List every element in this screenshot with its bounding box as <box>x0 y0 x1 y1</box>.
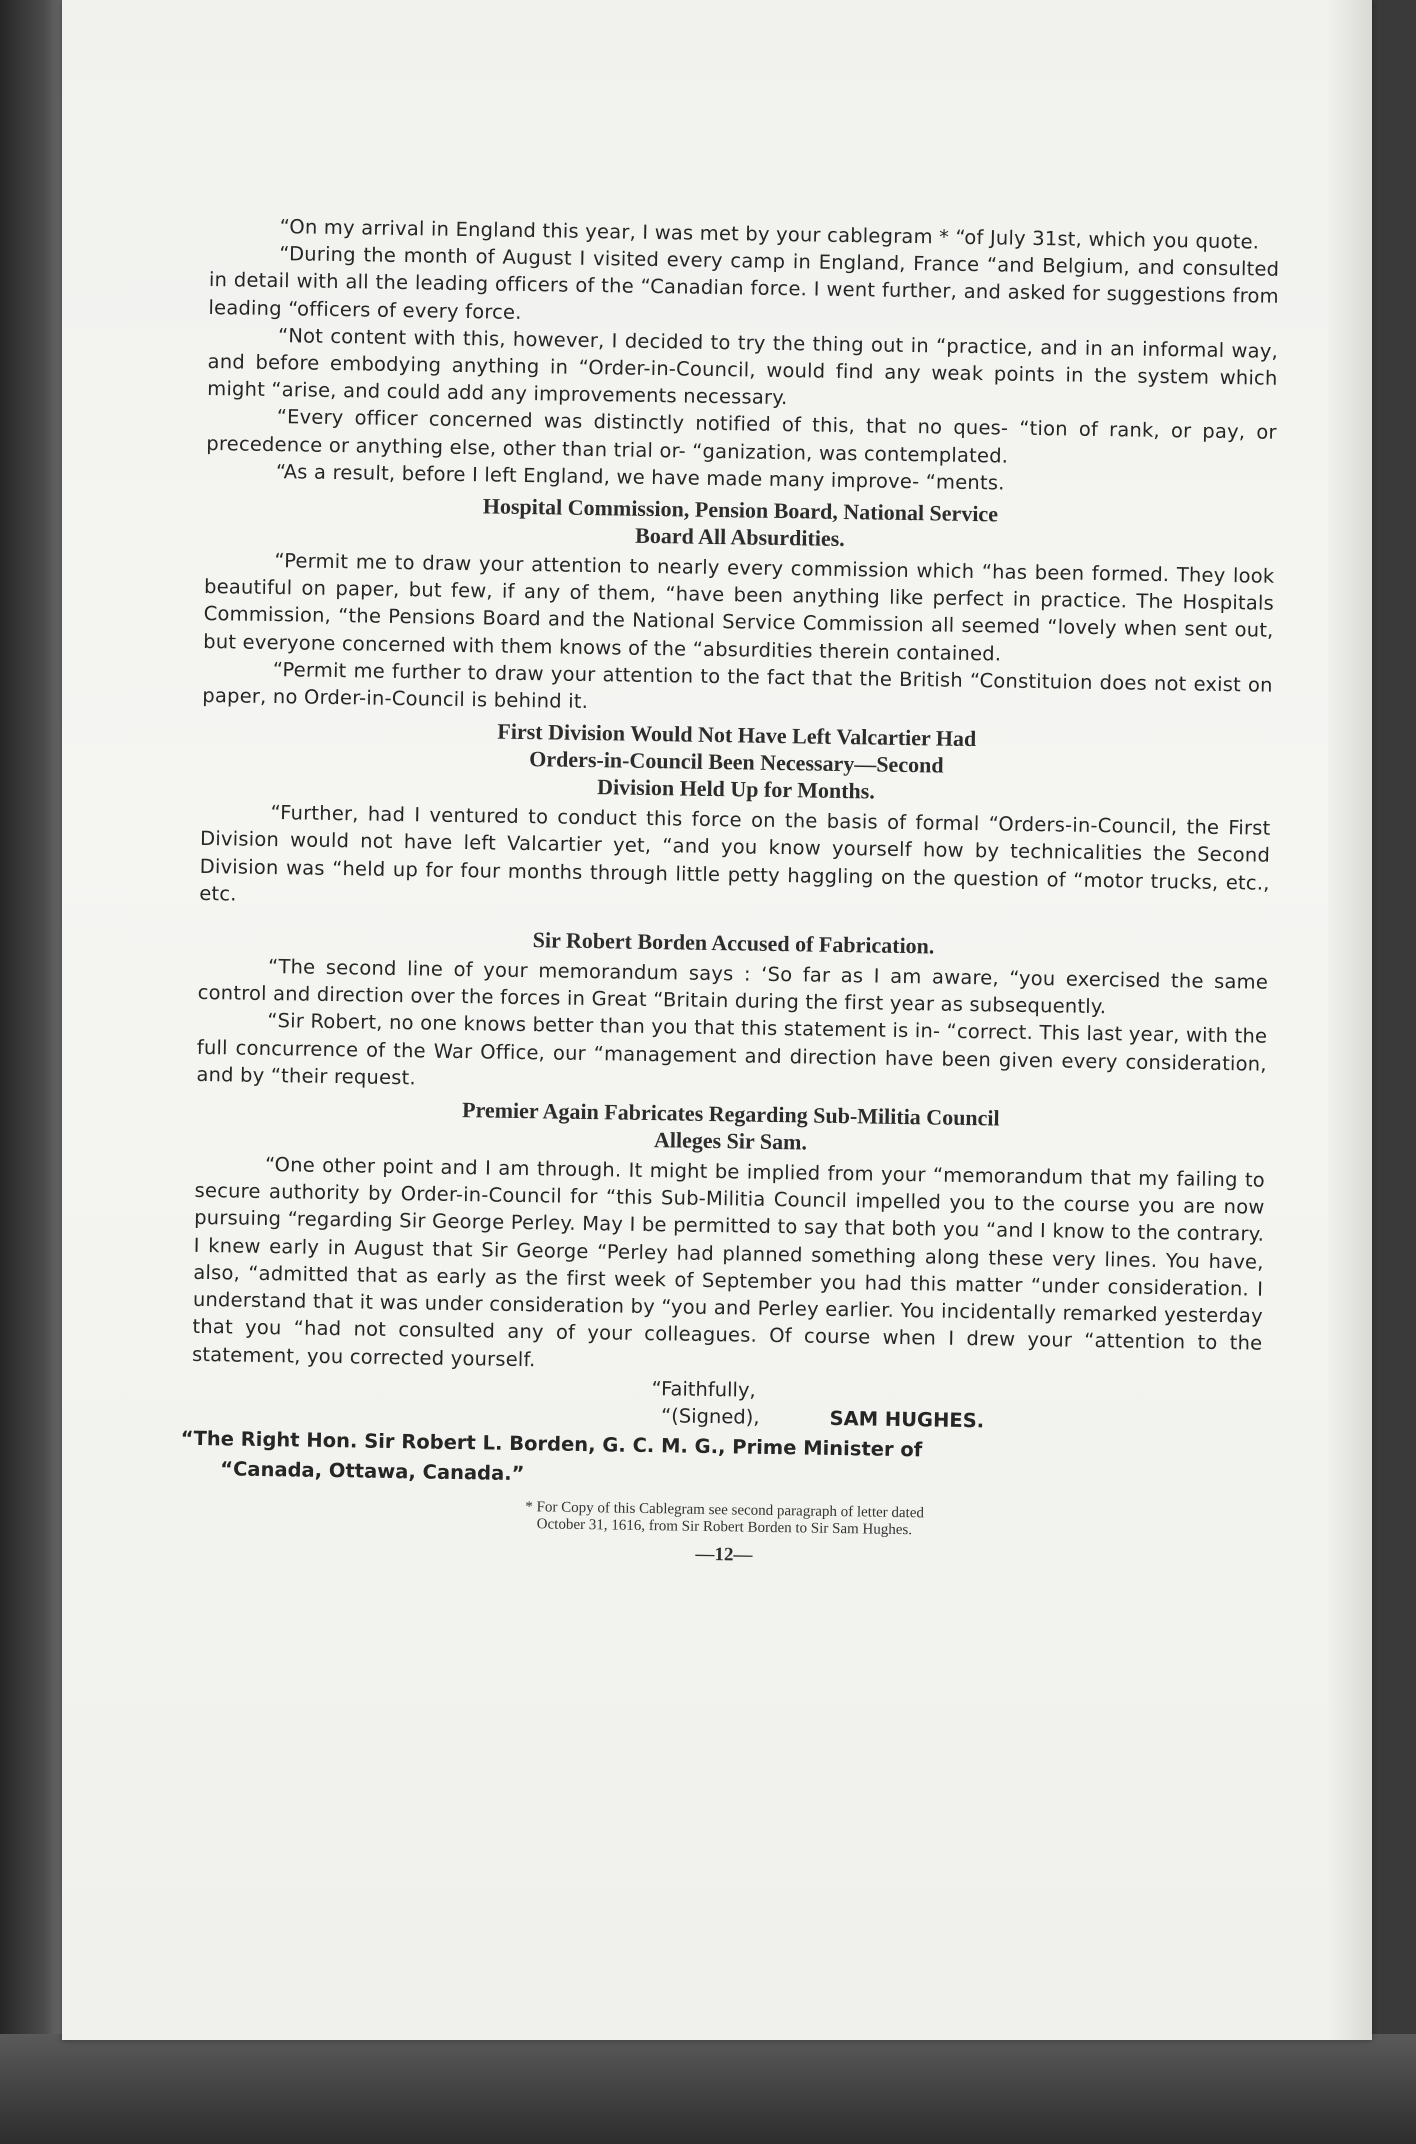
paragraph: “As a result, before I left England, we have made many improve- “ments. <box>275 459 1005 495</box>
addressee-line: “Canada, Ottawa, Canada.” <box>220 1457 525 1485</box>
paragraph: “Permit me to draw your attention to nearly every commission which “has been formed. They look beautiful on paper, but few, if any of them, “have been anything like perfect in practice. The Hospitals Commission, “the Pensions Board and the National Service Commission all seemed “lovely when sent out, but everyone concerned with them knows of the “absurdities therein contained. <box>203 549 1275 666</box>
document-page <box>62 0 1372 2040</box>
paragraph: “Sir Robert, no one knows better than you that this statement is in- “correct. This last year, with the full concurrence of the War Office, our “management and direction have been given every consideration, and by “their request. <box>196 1009 1268 1090</box>
paragraph: “Further, had I ventured to conduct this force on the basis of formal “Orders-in-Council, the First Division would not have left Valcartier yet, “and you know yourself how by technicalities the Second Division was “held up for four months through little petty haggling on the question of “motor trucks, etc., etc. <box>199 801 1271 906</box>
heading-line: First Division Would Not Have Left Valcartier Had <box>497 718 977 752</box>
page-number: —12— <box>695 1543 753 1566</box>
heading-line: Division Held Up for Months. <box>596 774 876 804</box>
signed-label: “(Signed), <box>660 1403 760 1429</box>
heading-line: Hospital Commission, Pension Board, National Service <box>482 493 999 527</box>
scan-edge-bottom <box>0 2034 1416 2144</box>
section-heading <box>201 713 1272 811</box>
paragraph: “One other point and I am through. It might be implied from your “memorandum that my failing to secure authority by Order-in-Council for “this Sub-Militia Council impelled you to the course you are now pursuing “regarding Sir George Perley. May I be permitted to say that both you “and I know to the contrary. I knew early in August that Sir George “Perley had planned something along these very lines. You have, also, “admitted that as early as the first week of September you had this matter “under consideration. I understand that it was under consideration by “you and Perley earlier. You incidentally remarked yesterday that you “had not consulted any of your colleagues. Of course when I drew your “attention to the statement, you corrected yourself. <box>191 1153 1266 1371</box>
paragraph: “On my arrival in England this year, I was met by your cablegram * “of July 31st, which you quote. <box>279 215 1260 254</box>
heading-line: Alleges Sir Sam. <box>653 1127 808 1155</box>
closing-faithfully: “Faithfully, <box>651 1376 756 1402</box>
paragraph: “Every officer concerned was distinctly notified of this, that no ques- “tion of rank, or pay, or precedence or anything else, other than trial or- “ganization, was contemplated. <box>206 405 1277 468</box>
paragraph: “Permit me further to draw your attention to the fact that the British “Constituion does not exist on paper, no Order-in-Council is behind it. <box>202 657 1273 714</box>
heading-line: Orders-in-Council Been Necessary—Second <box>529 746 944 778</box>
addressee-line: “The Right Hon. Sir Robert L. Borden, G. C. M. G., Prime Minister of <box>180 1426 923 1462</box>
footnote-line: * For Copy of this Cablegram see second paragraph of letter dated <box>525 1498 925 1522</box>
footnote <box>189 1494 1259 1545</box>
page-content <box>180 212 1280 1574</box>
heading-line: Board All Absurdities. <box>634 522 845 552</box>
paragraph: “The second line of your memorandum says : ‘So far as I am aware, “you exercised the same control and direction over the forces in Great “Britain during the first year as subsequently. <box>197 955 1269 1019</box>
heading-line: Premier Again Fabricates Regarding Sub-Militia Council <box>461 1097 1000 1131</box>
page-edge-shadow <box>1328 0 1372 2040</box>
signer-name: SAM HUGHES. <box>829 1406 985 1433</box>
paragraph: “Not content with this, however, I decided to try the thing out in “practice, and in an informal way, and before embodying anything in “Order-in-Council, would find any weak points in the system which might “arise, and could add any improvements necessary. <box>207 323 1279 410</box>
paragraph: “During the month of August I visited every camp in England, France “and Belgium, and consulted in detail with all the leading officers of the “Canadian force. I went further, and asked for suggestions from leading “officers of every force. <box>208 242 1280 324</box>
scan-edge-left <box>0 0 62 2144</box>
heading-line: Sir Robert Borden Accused of Fabrication. <box>532 927 935 959</box>
footnote-line: October 31, 1616, from Sir Robert Borden to Sir Sam Hughes. <box>536 1515 913 1538</box>
